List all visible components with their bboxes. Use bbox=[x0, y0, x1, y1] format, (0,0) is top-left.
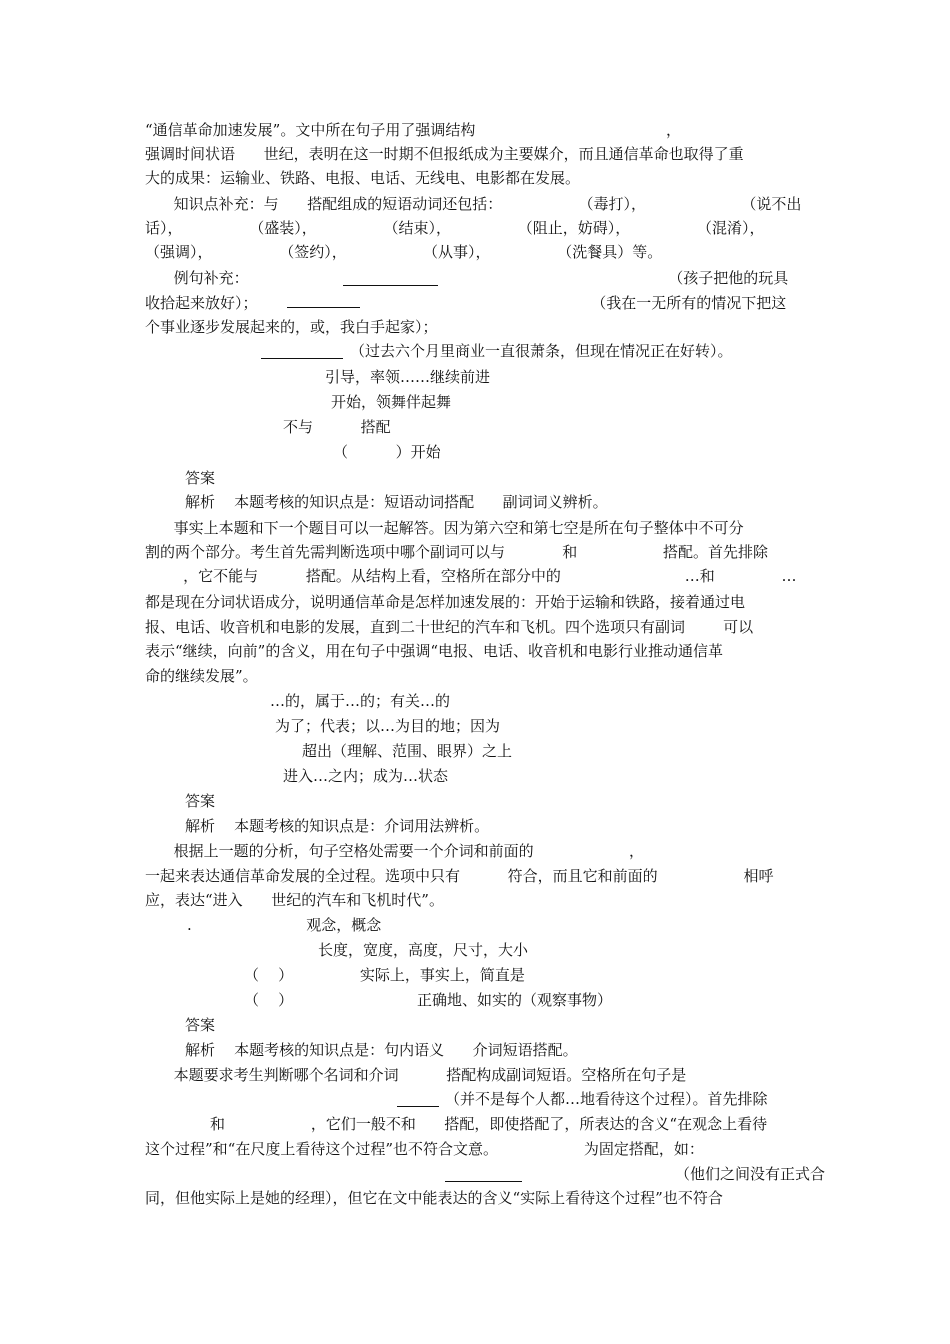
answer-label: 答案 bbox=[185, 1016, 216, 1034]
text-line: 同，但他实际上是她的经理），但它在文中能表达的含义“实际上看待这个过程”也不符合 bbox=[145, 1189, 723, 1207]
option-line: . 观念，概念 bbox=[187, 916, 382, 934]
text-line: （他们之间没有正式合 bbox=[675, 1165, 826, 1183]
option-line: 为了；代表；以…为目的地；因为 bbox=[275, 717, 501, 735]
text-line: ，它不能与 搭配。从结构上看，空格所在部分中的 …和 … bbox=[145, 567, 797, 585]
text-line: （强调）， （签约）， （从事）， （洗餐具）等。 bbox=[145, 243, 663, 261]
answer-blank bbox=[261, 358, 343, 359]
text-line: 一起来表达通信革命发展的全过程。选项中只有 符合，而且它和前面的 相呼 bbox=[145, 867, 774, 885]
text-line: 强调时间状语 世纪，表明在这一时期不但报纸成为主要媒介，而且通信革命也取得了重 bbox=[145, 145, 744, 163]
text-line: 事实上本题和下一个题目可以一起解答。因为第六空和第七空是所在句子整体中不可分 bbox=[145, 519, 744, 537]
option-line: 开始，领舞伴起舞 bbox=[331, 393, 452, 411]
analysis-heading: 解析 本题考核的知识点是：短语动词搭配 副词词义辨析。 bbox=[185, 493, 608, 511]
answer-blank bbox=[445, 1181, 522, 1182]
option-line: （ ）开始 bbox=[333, 443, 441, 461]
text-line: 这个过程”和“在尺度上看待这个过程”也不符合文意。 为固定搭配，如： bbox=[145, 1140, 704, 1158]
text-line: 话）， （盛装）， （结束）， （阻止，妨碍）， （混淆）， bbox=[145, 219, 765, 237]
analysis-heading: 解析 本题考核的知识点是：句内语义 介词短语搭配。 bbox=[185, 1041, 578, 1059]
text-line: 大的成果：运输业、铁路、电报、电话、无线电、电影都在发展。 bbox=[145, 169, 581, 187]
answer-label: 答案 bbox=[185, 792, 216, 810]
text-line: 割的两个部分。考生首先需判断选项中哪个副词可以与 和 搭配。首先排除 bbox=[145, 543, 769, 561]
option-line: …的，属于…的；有关…的 bbox=[270, 692, 451, 710]
text-line: 收拾起来放好）； （我在一无所有的情况下把这 bbox=[145, 294, 787, 312]
option-line: 引导，率领……继续前进 bbox=[325, 368, 491, 386]
answer-blank bbox=[287, 307, 360, 308]
option-line: （ ） 正确地、如实的（观察事物） bbox=[244, 991, 613, 1009]
answer-blank bbox=[343, 285, 438, 286]
option-line: （ ） 实际上，事实上，简直是 bbox=[244, 966, 525, 984]
text-line: 本题要求考生判断哪个名词和介词 搭配构成副词短语。空格所在句子是 bbox=[145, 1066, 687, 1084]
text-line: 知识点补充：与 搭配组成的短语动词还包括： （毒打）， （说不出 bbox=[145, 195, 802, 213]
option-line: 超出（理解、范围、眼界）之上 bbox=[302, 742, 513, 760]
analysis-heading: 解析 本题考核的知识点是：介词用法辨析。 bbox=[185, 817, 490, 835]
answer-blank bbox=[397, 1106, 439, 1107]
text-line: 表示“继续，向前”的含义，用在句子中强调“电报、电话、收音机和电影行业推动通信革 bbox=[145, 642, 724, 660]
text-line: 例句补充： （孩子把他的玩具 bbox=[145, 269, 789, 287]
text-line: 和 ，它们一般不和 搭配，即使搭配了，所表达的含义“在观念上看待 bbox=[210, 1115, 768, 1133]
option-line: 进入…之内；成为…状态 bbox=[283, 767, 449, 785]
answer-label: 答案 bbox=[185, 469, 216, 487]
option-line: 长度，宽度，高度，尺寸，大小 bbox=[318, 941, 529, 959]
text-line: 根据上一题的分析，句子空格处需要一个介词和前面的 ， bbox=[145, 842, 644, 860]
text-line: （并不是每个人都…地看待这个过程）。首先排除 bbox=[445, 1090, 768, 1108]
text-line: 命的继续发展”。 bbox=[145, 667, 258, 685]
text-line: 报、电话、收音机和电影的发展，直到二十世纪的汽车和飞机。四个选项只有副词 可以 bbox=[145, 618, 754, 636]
text-line: 都是现在分词状语成分，说明通信革命是怎样加速发展的：开始于运输和铁路，接着通过电 bbox=[145, 593, 746, 611]
text-line: “通信革命加速发展”。文中所在句子用了强调结构 ， bbox=[145, 121, 682, 139]
text-line: （过去六个月里商业一直很萧条，但现在情况正在好转）。 bbox=[350, 342, 733, 360]
text-line: 个事业逐步发展起来的，或，我白手起家）； bbox=[145, 318, 438, 336]
text-line: 应，表达“进入 世纪的汽车和飞机时代”。 bbox=[145, 891, 444, 909]
option-line: 不与 搭配 bbox=[283, 418, 391, 436]
